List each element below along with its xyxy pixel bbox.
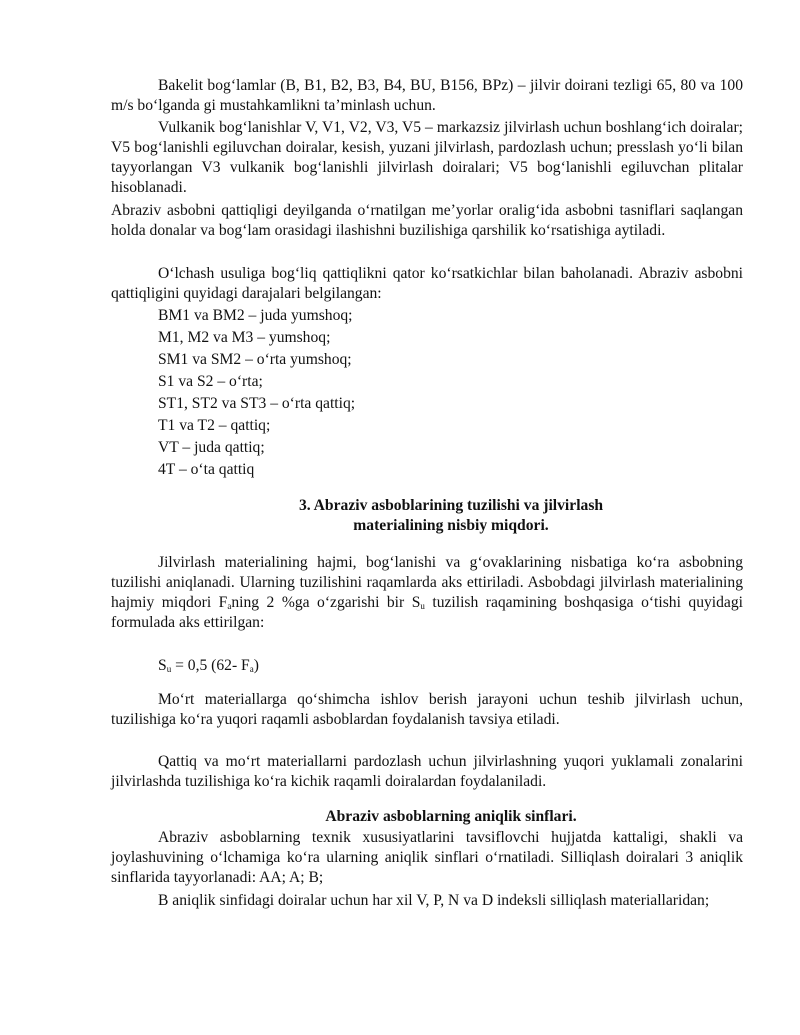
- subscript: u: [420, 601, 425, 611]
- paragraph-vulkanik: Vulkanik bog‘lanishlar V, V1, V2, V3, V5 – markazsiz jilvirlash uchun boshlang‘ich doiralar; V5 bog‘lanishli egiluvchan doiralar, kesish, yuzani jilvirlash, pardozlash uchun; presslash yo‘li bilan tayyorlangan V3 vulkanik bog‘lanishli jilvirlash doiralari; V5 bog‘lanishli egiluvchan plitalar hisoblanadi.: [111, 119, 743, 196]
- subscript: u: [166, 664, 172, 674]
- subscript: a: [249, 664, 254, 674]
- list-item: S1 va S2 – o‘rta;: [158, 373, 263, 390]
- accuracy-heading: Abraziv asboblarning aniqlik sinflari.: [325, 808, 577, 825]
- paragraph-hard-materials: Qattiq va mo‘rt materiallarni pardozlash uchun jilvirlashning yuqori yuklamali zonalarini jilvirlashda tuzilishiga ko‘ra kichik raqamli doiralardan foydalaniladi.: [111, 753, 743, 790]
- list-item: ST1, ST2 va ST3 – o‘rta qattiq;: [158, 395, 356, 412]
- paragraph-measurement: O‘lchash usuliga bog‘liq qattiqlikni qator ko‘rsatkichlar bilan baholanadi. Abraziv asbobni qattiqligini quyidagi darajalari belgilangan:: [111, 265, 743, 302]
- list-item: 4T – o‘ta qattiq: [158, 461, 255, 478]
- paragraph-structure: [111, 553, 743, 633]
- list-item: SM1 va SM2 – o‘rta yumshoq;: [158, 351, 352, 368]
- text-run: ning 2 %ga o‘zgarishi bir S: [231, 594, 421, 611]
- paragraph-accuracy-classes: Abraziv asboblarning texnik xususiyatlarini tavsiflovchi hujjatda kattaligi, shakli va joylashuvining o‘lchamiga ko‘ra ularning aniqlik sinflari o‘rnatiladi. Silliqlash doiralari 3 aniqlik sinflarida tayyorlanadi: AA; A; B;: [111, 829, 743, 886]
- formula-end: ): [253, 657, 259, 674]
- section-3-heading-line-2: materialining nisbiy miqdori.: [353, 517, 549, 534]
- section-3-heading-line-1: 3. Abraziv asboblarining tuzilishi va jilvirlash: [298, 497, 604, 514]
- paragraph-hardness-definition: Abraziv asbobni qattiqligi deyilganda o‘rnatilgan me’yorlar oralig‘ida asbobni tasniflari saqlangan holda donalar va bog‘lam orasidagi ilashishni buzilishiga qarshilik ko‘rsatishiga aytiladi.: [111, 202, 743, 239]
- paragraph-brittle-materials: Mo‘rt materiallarga qo‘shimcha ishlov berish jarayoni uchun teshib jilvirlash uchun, tuzilishiga ko‘ra yuqori raqamli asboblardan foydalanish tavsiya etiladi.: [111, 691, 743, 728]
- paragraph-bakelit: Bakelit bog‘lamlar (B, B1, B2, B3, B4, BU, B156, BPz) – jilvir doirani tezligi 65, 80 va 100 m/s bo‘lganda gi mustahkamlikni ta’minlash uchun.: [111, 77, 743, 114]
- text-run: tuzilish raqamining boshqasiga o‘tishi quyidagi formulada aks ettirilgan:: [111, 594, 743, 631]
- list-item: M1, M2 va M3 – yumshoq;: [158, 329, 331, 346]
- list-item: T1 va T2 – qattiq;: [158, 417, 271, 434]
- formula-body: = 0,5 (62- F: [171, 657, 250, 674]
- list-item: BM1 va BM2 – juda yumshoq;: [158, 307, 353, 324]
- text-run: Jilvirlash materialining hajmi, bog‘lanishi va g‘ovaklarining nisbatiga ko‘ra asbobning tuzilishi aniqlanadi. Ularning tuzilishini raqamlarda aks ettiriladi. Asbobdagi jilvirlash materialining hajmiy miqdori F: [111, 554, 743, 611]
- hardness-level-list: [158, 305, 355, 481]
- structure-formula: [158, 656, 259, 676]
- list-item: VT – juda qattiq;: [158, 439, 265, 456]
- paragraph-b-class: B aniqlik sinfidagi doiralar uchun har xil V, P, N va D indeksli silliqlash materiallaridan;: [158, 892, 710, 909]
- section-3-heading: [111, 496, 791, 536]
- formula-lhs: S: [158, 657, 167, 674]
- subscript: a: [227, 601, 232, 611]
